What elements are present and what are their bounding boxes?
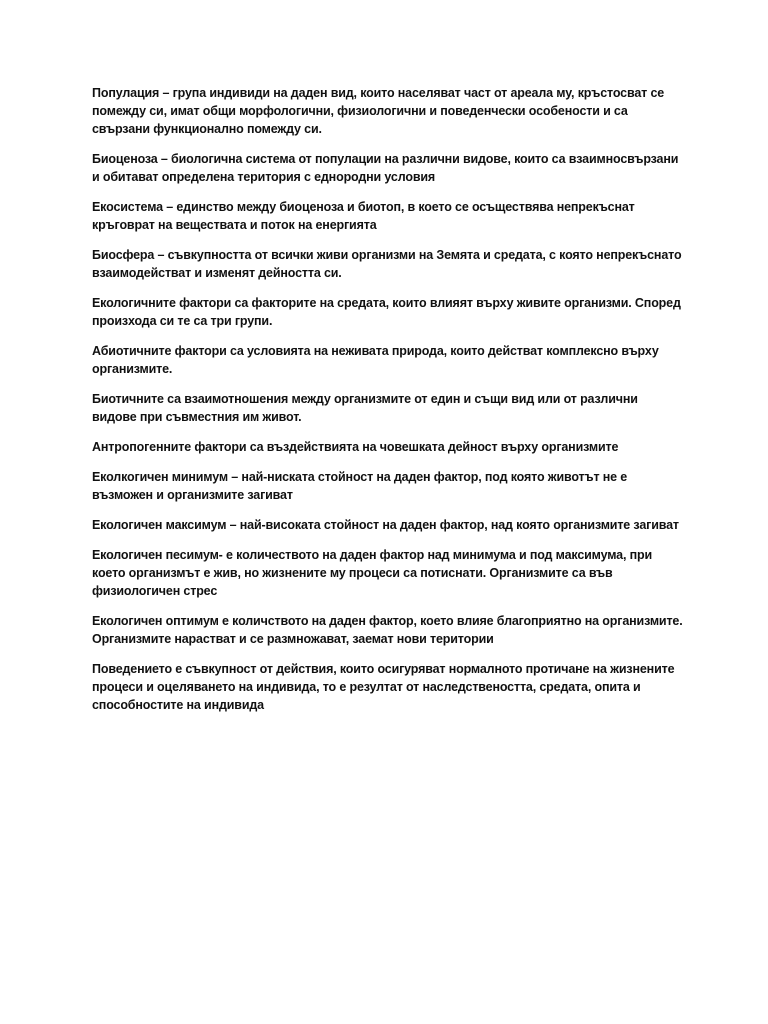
paragraph-biotic-factors: Биотичните са взаимотношения между организмите от един и същи вид или от различни видове при съвместния им живот. [92, 392, 638, 424]
paragraph-abiotic-factors: Абиотичните фактори са условията на неживата природа, които действат комплексно върху организмите. [92, 344, 659, 376]
paragraph-ecological-maximum: Екологичен максимум – най-високата стойност на даден фактор, над която организмите загиват [92, 518, 679, 532]
paragraph-ecological-pessimum: Екологичен песимум- е количеството на даден фактор над минимума и под максимума, при което организмът е жив, но жизнените му процеси са потиснати. Организмите са във физиологичен стрес [92, 548, 653, 598]
paragraph-ecological-factors: Екологичните фактори са факторите на средата, които влияят върху живите организми. Според произхода си те са три групи. [92, 296, 681, 328]
paragraph-biocenosis: Биоценоза – биологична система от популации на различни видове, които са взаимносвързани и обитават определена територия с еднородни условия [92, 152, 679, 184]
paragraph-ecological-optimum: Екологичен оптимум е количството на даден фактор, което влияе благоприятно на организмите. Организмите нарастват и се размножават, заемат нови територии [92, 614, 683, 646]
document-page [92, 84, 684, 726]
paragraph-biosphere: Биосфера – съвкупността от всички живи организми на Земята и средата, с която непрекъснато взаимодействат и изменят дейността си. [92, 248, 682, 280]
paragraph-anthropogenic-factors: Антропогенните фактори са въздействията на човешката дейност върху организмите [92, 440, 619, 454]
paragraph-population: Популация – група индивиди на даден вид, които населяват част от ареала му, кръстосват се помежду си, имат общи морфологични, физиологични и поведенчески особености и са свързани функционално помежду си. [92, 86, 665, 136]
paragraph-behavior: Поведението е съвкупност от действия, които осигуряват нормалното протичане на жизнените процеси и оцеляването на индивида, то е резултат от наследствеността, средата, опита и способностите на индивида [92, 662, 675, 712]
paragraph-ecosystem: Екосистема – единство между биоценоза и биотоп, в което се осъществява непрекъснат кръговрат на веществата и поток на енергията [92, 200, 635, 232]
paragraph-ecological-minimum: Еколкогичен минимум – най-ниската стойност на даден фактор, под която животът не е възможен и организмите загиват [92, 470, 628, 502]
